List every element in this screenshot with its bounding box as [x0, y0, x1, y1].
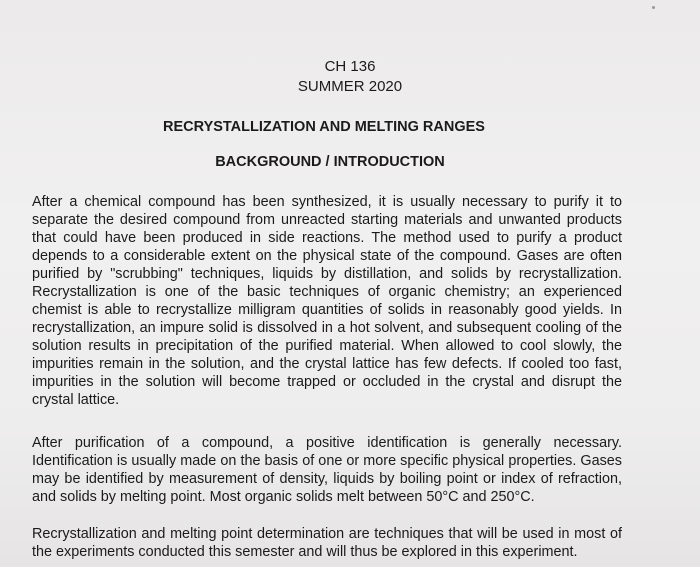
section-heading: BACKGROUND / INTRODUCTION: [215, 154, 445, 170]
paragraph-purification: After a chemical compound has been synthesized, it is usually necessary to purify it to separate the desired compound from unreacted starting materials and unwanted products that could have been produced in side reactions. The method used to purify a product depends to a considerable extent on the physical state of the compound. Gases are often purified by "scrubbing" techniques, liquids by distillation, and solids by recrystallization. Recrystallization is one of the basic techniques of organic chemistry; an experienced chemist is able to recrystallize milligram quantities of solids in reasonably good yields. In recrystallization, an impure solid is dissolved in a hot solvent, and subsequent cooling of the solution results in precipitation of the purified material. When allowed to cool slowly, the impurities remain in the solution, and the crystal lattice has few defects. If cooled too fast, impurities in the solution will become trapped or occluded in the crystal and disrupt the crystal lattice.: [32, 194, 622, 408]
paragraph-identification: After purification of a compound, a positive identification is generally necessary. Identification is usually made on the basis of one or more specific physical properties. Gases may be identified by measurement of density, liquids by boiling point or index of refraction, and solids by melting point. Most organic solids melt between 50°C and 250°C.: [32, 435, 622, 505]
decorative-dot: [652, 6, 655, 9]
course-code: CH 136: [324, 58, 376, 75]
paragraph-summary: Recrystallization and melting point determination are techniques that will be used in most of the experiments conducted this semester and will thus be explored in this experiment.: [32, 526, 622, 560]
document-title: RECRYSTALLIZATION AND MELTING RANGES: [163, 119, 485, 135]
course-term: SUMMER 2020: [297, 78, 403, 95]
